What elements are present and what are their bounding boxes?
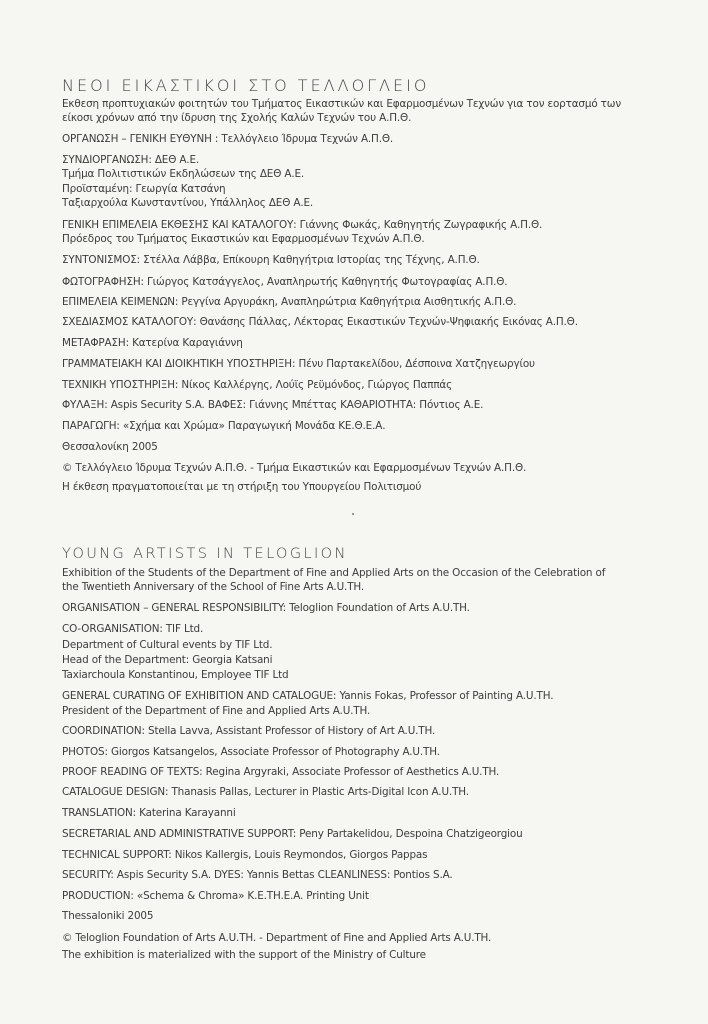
- greek-credit-line: Η έκθεση πραγματοποιείται με τη στήριξη του Υπουργείου Πολιτισμού: [62, 481, 422, 493]
- greek-credit-line: ΣΧΕΔΙΑΣΜΟΣ ΚΑΤΑΛΟΓΟΥ: Θανάσης Πάλλας, Λέκτορας Εικαστικών Τεχνών-Ψηφιακής Εικόνας Α.Π.Θ.: [62, 316, 578, 328]
- english-credit-line: © Teloglion Foundation of Arts A.U.TH. - Department of Fine and Applied Arts A.U.TH.: [62, 932, 492, 944]
- greek-credit-line: ΠΑΡΑΓΩΓΗ: «Σχήμα και Χρώμα» Παραγωγική Μονάδα ΚΕ.Θ.Ε.Α.: [62, 420, 386, 432]
- greek-credit-line: ΣΥΝΤΟΝΙΣΜΟΣ: Στέλλα Λάββα, Επίκουρη Καθηγήτρια Ιστορίας της Τέχνης, Α.Π.Θ.: [62, 254, 480, 266]
- english-credit-line: President of the Department of Fine and Applied Arts A.U.TH.: [62, 705, 371, 717]
- greek-credit-line: ΤΕΧΝΙΚΗ ΥΠΟΣΤΗΡΙΞΗ: Νίκος Καλλέργης, Λούϊς Ρεϋμόνδος, Γιώργος Παππάς: [62, 379, 453, 391]
- english-credit-line: CO-ORGANISATION: TIF Ltd.: [62, 623, 204, 635]
- english-credit-line: CATALOGUE DESIGN: Thanasis Pallas, Lecturer in Plastic Arts-Digital Icon A.U.TH.: [62, 786, 469, 798]
- scan-speck: [352, 513, 354, 515]
- greek-credit-line: ΟΡΓΑΝΩΣΗ – ΓΕΝΙΚΗ ΕΥΘΥΝΗ : Τελλόγλειο Ίδρυμα Τεχνών Α.Π.Θ.: [62, 133, 394, 145]
- greek-credit-line: είκοσι χρόνων από την ίδρυση της Σχολής Καλών Τεχνών του Α.Π.Θ.: [62, 112, 412, 124]
- greek-credit-line: ΓΕΝΙΚΗ ΕΠΙΜΕΛΕΙΑ ΕΚΘΕΣΗΣ ΚΑΙ ΚΑΤΑΛΟΓΟΥ: Γιάννης Φωκάς, Καθηγητής Ζωγραφικής Α.Π.Θ.: [62, 219, 543, 231]
- english-title: YOUNG ARTISTS IN TELOGLION: [62, 546, 348, 562]
- english-credit-line: COORDINATION: Stella Lavva, Assistant Professor of History of Art A.U.TH.: [62, 725, 436, 737]
- english-credit-line: PRODUCTION: «Schema & Chroma» K.E.TH.E.A. Printing Unit: [62, 890, 369, 902]
- english-credit-line: TECHNICAL SUPPORT: Nikos Kallergis, Louis Reymondos, Giorgos Pappas: [62, 849, 428, 861]
- greek-credit-line: ΕΠΙΜΕΛΕΙΑ ΚΕΙΜΕΝΩΝ: Ρεγγίνα Αργυράκη, Αναπληρώτρια Καθηγήτρια Αισθητικής Α.Π.Θ.: [62, 296, 517, 308]
- english-credit-line: Taxiarchoula Konstantinou, Employee TIF Ltd: [62, 669, 289, 681]
- english-credit-line: Department of Cultural events by TIF Ltd.: [62, 639, 273, 651]
- greek-credit-line: © Τελλόγλειο Ίδρυμα Τεχνών Α.Π.Θ. - Τμήμα Εικαστικών και Εφαρμοσμένων Τεχνών Α.Π.Θ.: [62, 462, 527, 474]
- english-credit-line: PROOF READING OF TEXTS: Regina Argyraki, Associate Professor of Aesthetics A.U.TH.: [62, 766, 500, 778]
- english-credit-line: Exhibition of the Students of the Department of Fine and Applied Arts on the Occasion of the Celebration of: [62, 567, 606, 579]
- english-credit-line: ORGANISATION – GENERAL RESPONSIBILITY: Teloglion Foundation of Arts A.U.TH.: [62, 602, 470, 614]
- greek-credit-line: Εκθεση προπτυχιακών φοιτητών του Τμήματος Εικαστικών και Εφαρμοσμένων Τεχνών για τον εορτασμό των: [62, 98, 621, 110]
- english-credit-line: Head of the Department: Georgia Katsani: [62, 654, 273, 666]
- greek-credit-line: Θεσσαλονίκη 2005: [62, 441, 158, 453]
- greek-credit-line: Πρόεδρος του Τμήματος Εικαστικών και Εφαρμοσμένων Τεχνών Α.Π.Θ.: [62, 233, 425, 245]
- english-credit-line: PHOTOS: Giorgos Katsangelos, Associate Professor of Photography A.U.TH.: [62, 746, 440, 758]
- greek-credit-line: Ταξιαρχούλα Κωνσταντίνου, Υπάλληλος ΔΕΘ Α.Ε.: [62, 197, 314, 209]
- greek-credit-line: ΜΕΤΑΦΡΑΣΗ: Κατερίνα Καραγιάννη: [62, 337, 243, 349]
- english-credit-line: GENERAL CURATING OF EXHIBITION AND CATALOGUE: Yannis Fokas, Professor of Painting A.U.TH.: [62, 690, 554, 702]
- english-credit-line: The exhibition is materialized with the support of the Ministry of Culture: [62, 949, 426, 961]
- greek-credit-line: ΣΥΝΔΙΟΡΓΑΝΩΣΗ: ΔΕΘ Α.Ε.: [62, 154, 200, 166]
- greek-credit-line: ΦΥΛΑΞΗ: Aspis Security S.A. ΒΑΦΕΣ: Γιάννης Μπέττας ΚΑΘΑΡΙΟΤΗΤΑ: Πόντιος Α.Ε.: [62, 399, 484, 411]
- greek-credit-line: Τμήμα Πολιτιστικών Εκδηλώσεων της ΔΕΘ Α.Ε.: [62, 168, 305, 180]
- greek-credit-line: Προϊσταμένη: Γεωργία Κατσάνη: [62, 183, 226, 195]
- english-credit-line: the Twentieth Anniversary of the School of Fine Arts A.U.TH.: [62, 581, 365, 593]
- english-credit-line: SECURITY: Aspis Security S.A. DYES: Yannis Bettas CLEANLINESS: Pontios S.A.: [62, 869, 453, 881]
- greek-title: ΝΕΟΙ ΕΙΚΑΣΤΙΚΟΙ ΣΤΟ ΤΕΛΛΟΓΛΕΙΟ: [62, 76, 430, 95]
- english-credit-line: SECRETARIAL AND ADMINISTRATIVE SUPPORT: Peny Partakelidou, Despoina Chatzigeorgiou: [62, 828, 523, 840]
- greek-credit-line: ΦΩΤΟΓΡΑΦΗΣΗ: Γιώργος Κατσάγγελος, Αναπληρωτής Καθηγητής Φωτογραφίας Α.Π.Θ.: [62, 276, 508, 288]
- english-credit-line: Thessaloniki 2005: [62, 910, 154, 922]
- english-credit-line: TRANSLATION: Katerina Karayanni: [62, 807, 236, 819]
- greek-credit-line: ΓΡΑΜΜΑΤΕΙΑΚΗ ΚΑΙ ΔΙΟΙΚΗΤΙΚΗ ΥΠΟΣΤΗΡΙΞΗ: Πένυ Παρτακελίδου, Δέσποινα Χατζηγεωργίου: [62, 358, 535, 370]
